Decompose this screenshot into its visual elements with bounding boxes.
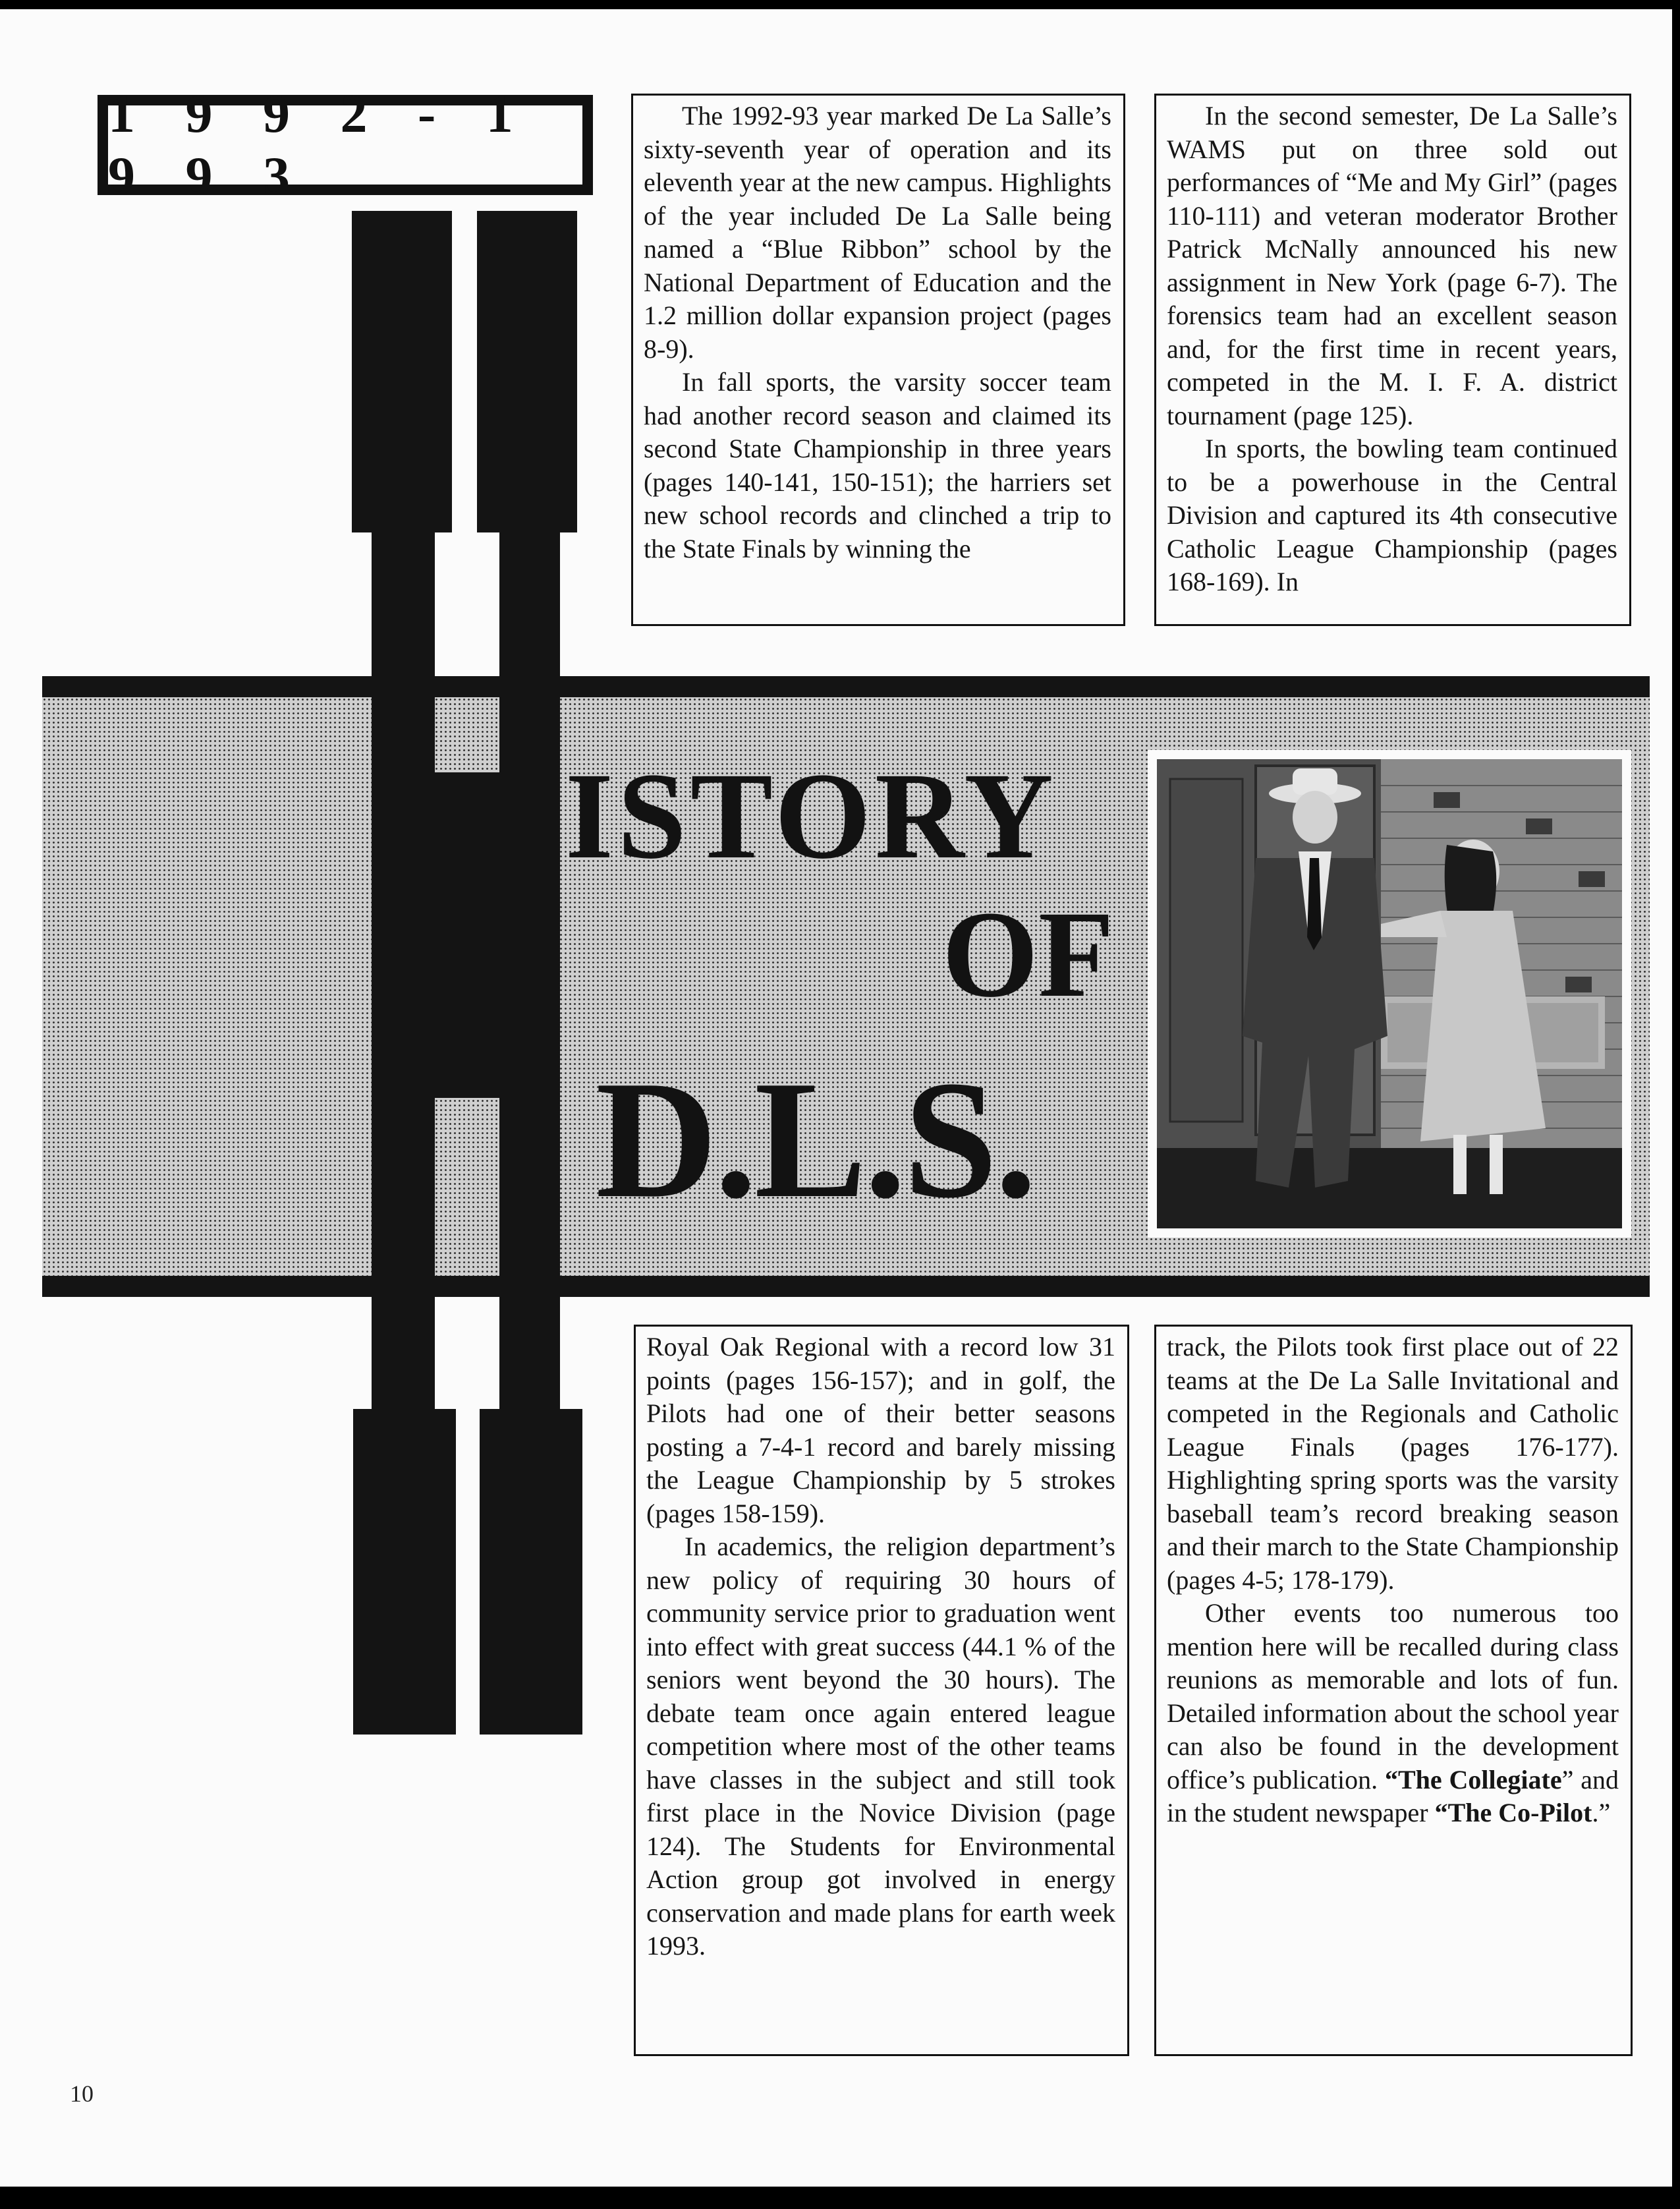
h-pillar-left-top	[352, 211, 452, 532]
paragraph: track, the Pilots took first place out of 22 teams at the De La Salle Invitational and competed in the Regionals and Catholic League Finals (pages 176-177). Highlighting spring sports was the varsity baseball team’s record breaking season and their march to the State Championship (pages 4-5; 178-179).	[1167, 1332, 1619, 1595]
text-run: .”	[1592, 1798, 1611, 1827]
text-run: Other events too numerous too mention here will be recalled during class reunions as memorable and lots of fun. Detailed information about the school year can also be found in the development office’s publication.	[1167, 1598, 1619, 1794]
year-label: 1 9 9 2 - 1 9 9 3	[108, 105, 582, 185]
paragraph: In the second semester, De La Salle’s WAMS put on three sold out performances of “Me and My Girl” (pages 110-111) and veteran moderator Brother Patrick McNally announced his new assignment in New York (page 6-7). The forensics team had an excellent season and, for the first time in recent years, competed in the M. I. F. A. district tournament (page 125).	[1167, 101, 1617, 430]
column-top-right	[1154, 94, 1631, 626]
play-photo-frame	[1148, 750, 1631, 1238]
h-pillar-right-bottom	[480, 1409, 582, 1735]
paragraph: In academics, the religion department’s new policy of requiring 30 hours of community service prior to graduation went into effect with great success (44.1 % of the seniors went beyond the 30 hours). The debate team once again entered league competition where most of the other teams have classes in the subject and still took first place in the Novice Division (page 124). The Students for Environmental Action group got involved in energy conservation and made plans for earth week 1993.	[646, 1532, 1115, 1961]
publication-name: “The Co-Pilot	[1434, 1798, 1592, 1827]
text-run: ” and in the student newspaper	[1167, 1764, 1619, 1827]
title-dls: D.L.S.	[596, 1047, 1034, 1233]
play-photo	[1157, 759, 1622, 1228]
h-letter-upper-serif	[372, 717, 432, 772]
column-top-left	[631, 94, 1125, 626]
paragraph: The 1992-93 year marked De La Salle’s sixty-seventh year of operation and its eleventh year at the new campus. Highlights of the year included De La Salle being named a “Blue Ribbon” school by the National Department of Education and the 1.2 million dollar expansion project (pages 8-9).	[644, 101, 1111, 364]
title-istory: ISTORY	[565, 747, 1057, 884]
column-bottom-left	[634, 1325, 1129, 2056]
h-pillar-right-top	[477, 211, 577, 532]
publication-name: “The Collegiate	[1384, 1764, 1562, 1794]
h-letter-left-stem	[372, 532, 435, 1410]
paragraph: In fall sports, the varsity soccer team had another record season and claimed its second State Championship in three years (pages 140-141, 150-151); the harriers set new school records and clinched a trip to the State Finals by winning the	[644, 367, 1111, 563]
paragraph: In sports, the bowling team continued to be a powerhouse in the Central Division and captured its 4th consecutive Catholic League Championship (pages 168-169). In	[1167, 434, 1617, 596]
h-pillar-left-bottom	[353, 1409, 456, 1735]
title-of: OF	[942, 885, 1115, 1023]
paragraph	[1167, 1597, 1619, 1830]
page-number: 10	[70, 2080, 94, 2107]
yearbook-page	[0, 9, 1672, 2187]
h-letter-right-stem	[499, 532, 560, 1410]
h-letter-crossbar	[435, 772, 501, 1098]
paragraph: Royal Oak Regional with a record low 31 points (pages 156-157); and in golf, the Pilots had one of their better seasons posting a 7-4-1 record and barely missing the League Championship by 5 strokes (pages 158-159).	[646, 1332, 1115, 1528]
column-bottom-right	[1154, 1325, 1633, 2056]
year-label-box	[98, 84, 593, 206]
